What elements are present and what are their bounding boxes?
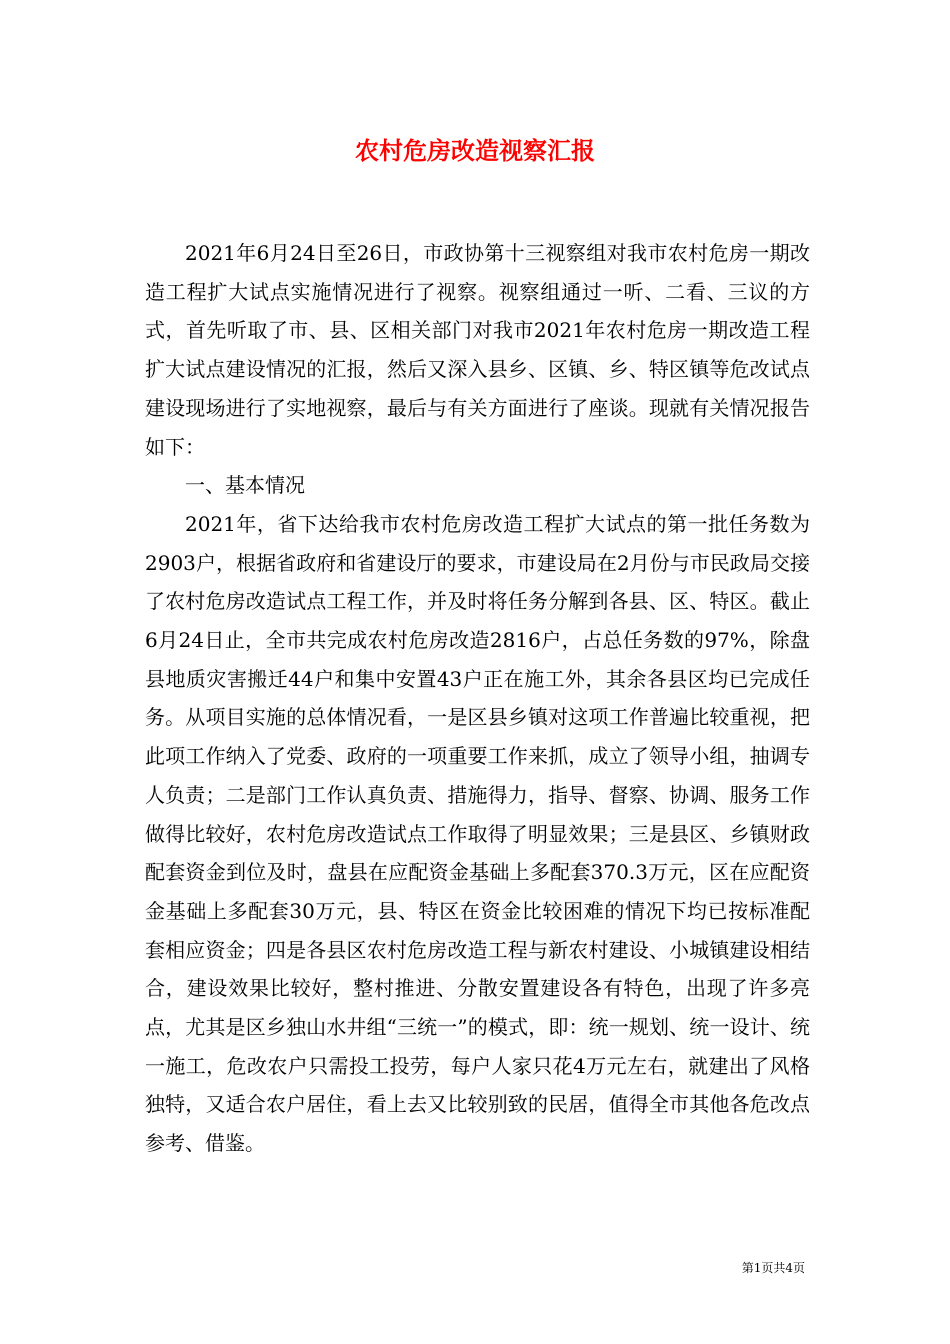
page-title: 农村危房改造视察汇报: [355, 136, 595, 165]
document-body: [145, 234, 810, 1163]
section-heading-basic-situation: 一、基本情况: [185, 473, 305, 498]
intro-paragraph: 2021年6月24日至26日，市政协第十三视察组对我市农村危房一期改造工程扩大试点实施情况进行了视察。视察组通过一听、二看、三议的方式，首先听取了市、县、区相关部门对我市2021年农村危房一期改造工程扩大试点建设情况的汇报，然后又深入县乡、区镇、乡、特区镇等危改试点建设现场进行了实地视察，最后与有关方面进行了座谈。现就有关情况报告如下：: [145, 241, 810, 459]
page-number-footer: 第1页共4页: [741, 1261, 805, 1275]
basic-situation-paragraph: 2021年，省下达给我市农村危房改造工程扩大试点的第一批任务数为2903户，根据省政府和省建设厅的要求，市建设局在2月份与市民政局交接了农村危房改造试点工程工作，并及时将任务分解到各县、区、特区。截止6月24日止，全市共完成农村危房改造2816户，占总任务数的97%，除盘县地质灾害搬迁44户和集中安置43户正在施工外，其余各县区均已完成任务。从项目实施的总体情况看，一是区县乡镇对这项工作普遍比较重视，把此项工作纳入了党委、政府的一项重要工作来抓，成立了领导小组，抽调专人负责；二是部门工作认真负责、措施得力，指导、督察、协调、服务工作做得比较好，农村危房改造试点工作取得了明显效果；三是县区、乡镇财政配套资金到位及时，盘县在应配资金基础上多配套370.3万元，区在应配资金基础上多配套30万元，县、特区在资金比较困难的情况下均已按标准配套相应资金；四是各县区农村危房改造工程与新农村建设、小城镇建设相结合，建设效果比较好，整村推进、分散安置建设各有特色，出现了许多亮点，尤其是区乡独山水井组“三统一”的模式，即：统一规划、统一设计、统一施工，危改农户只需投工投劳，每户人家只花4万元左右，就建出了风格独特，又适合农户居住，看上去又比较别致的民居，值得全市其他各危改点参考、借鉴。: [145, 511, 810, 1156]
